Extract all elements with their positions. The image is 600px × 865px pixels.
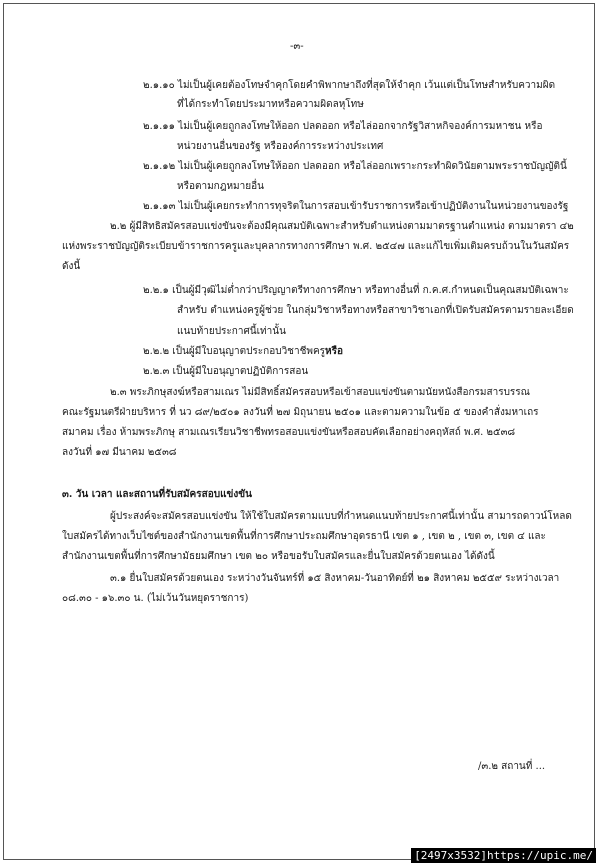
footer-watermark: [2497x3532]https://upic.me/: [411, 848, 596, 863]
item-2-2-line3: ดังนี้: [62, 261, 81, 272]
item-2-2-line1: ๒.๒ ผู้มีสิทธิสมัครสอบแข่งขันจะต้องมีคุณสมบัติเฉพาะสำหรับตำแหน่งตามมาตรฐานตำแหน่ง ตามมาตรา ๔๒: [110, 221, 574, 232]
item-2-1-10-line2: ที่ได้กระทำโดยประมาทหรือความผิดลหุโทษ: [177, 99, 364, 110]
item-2-3-line2: คณะรัฐมนตรีฝ่ายบริหาร ที่ นว ๘๙/๒๕๐๑ ลงวันที่ ๒๗ มิถุนายน ๒๕๐๑ และตามความในข้อ ๕ ของคำสั่งมหาเถร: [62, 407, 539, 418]
item-2-1-13-line1: ๒.๑.๑๓ ไม่เป็นผู้เคยกระทำการทุจริตในการสอบเข้ารับราชการหรือเข้าปฏิบัติงานในหน่วยงานของรัฐ: [143, 201, 569, 212]
item-2-2-1-line1: ๒.๒.๑ เป็นผู้มีวุฒิไม่ต่ำกว่าปริญญาตรีทางการศึกษา หรือทางอื่นที่ ก.ค.ศ.กำหนดเป็นคุณสมบัติเฉพาะ: [143, 285, 569, 296]
item-2-2-3-line: ๒.๒.๓ เป็นผู้มีใบอนุญาตปฏิบัติการสอน: [143, 366, 309, 377]
item-2-2-line2: แห่งพระราชบัญญัติระเบียบข้าราชการครูและบุคลากรทางการศึกษา พ.ศ. ๒๕๔๗ และแก้ไขเพิ่มเติมครบถ้วนในวันสมัคร: [62, 241, 570, 252]
item-2-1-12-line2: หรือตามกฎหมายอื่น: [177, 181, 264, 192]
item-3-1-line2: ๐๘.๓๐ - ๑๖.๓๐ น. (ไม่เว้นวันหยุดราชการ): [62, 593, 249, 604]
item-2-1-11-line2: หน่วยงานอื่นของรัฐ หรือองค์การระหว่างประเทศ: [177, 141, 384, 152]
section-3-para-line1: ผู้ประสงค์จะสมัครสอบแข่งขัน ให้ใช้ใบสมัครตามแบบที่กำหนดแนบท้ายประกาศนี้เท่านั้น สามารถดาวน์โหลด: [110, 511, 572, 522]
item-2-1-12-line1: ๒.๑.๑๒ ไม่เป็นผู้เคยถูกลงโทษให้ออก ปลดออก หรือไล่ออกเพราะกระทำผิดวินัยตามพระราชบัญญัตินี้: [143, 161, 567, 172]
section-3-para-line2: ใบสมัครได้ทางเว็บไซต์ของสำนักงานเขตพื้นที่การศึกษาประถมศึกษาอุดรธานี เขต ๑ , เขต ๒ , เขต ๓, เขต ๔ และ: [62, 531, 546, 542]
item-2-1-10-line1: ๒.๑.๑๐ ไม่เป็นผู้เคยต้องโทษจำคุกโดยคำพิพากษาถึงที่สุดให้จำคุก เว้นแต่เป็นโทษสำหรับความผิด: [143, 80, 556, 91]
or-bold: หรือ: [325, 346, 343, 357]
item-3-1-line1: ๓.๑ ยื่นใบสมัครด้วยตนเอง ระหว่างวันจันทร์ที่ ๑๕ สิงหาคม-วันอาทิตย์ที่ ๒๑ สิงหาคม ๒๕๕๙ ระหว่างเวลา: [110, 573, 560, 584]
item-2-2-2-line: ๒.๒.๒ เป็นผู้มีใบอนุญาตประกอบวิชาชีพครูหรือ: [143, 346, 343, 357]
item-2-2-1-line3: แนบท้ายประกาศนี้เท่านั้น: [177, 326, 286, 337]
item-2-3-line4: ลงวันที่ ๑๗ มีนาคม ๒๕๓๘: [62, 447, 177, 458]
item-2-1-11-line1: ๒.๑.๑๑ ไม่เป็นผู้เคยถูกลงโทษให้ออก ปลดออก หรือไล่ออกจากรัฐวิสาหกิจองค์การมหาชน หรือ: [143, 121, 543, 132]
item-2-3-line1: ๒.๓ พระภิกษุสงฆ์หรือสามเณร ไม่มีสิทธิ์สมัครสอบหรือเข้าสอบแข่งขันตามนัยหนังสือกรมสารบรรณ: [110, 387, 530, 398]
item-2-3-line3: สมาคม เรื่อง ห้ามพระภิกษุ สามเณรเรียนวิชาชีพทรอสอบแข่งขันหรือสอบคัดเลือกอย่างคฤหัสถ์ พ.ศ. ๒๕๓๘: [62, 427, 516, 438]
page-number: -๓-: [290, 41, 304, 52]
item-2-2-1-line2: สำหรับ ตำแหน่งครูผู้ช่วย ในกลุ่มวิชาหรือทางหรือสาขาวิชาเอกที่เปิดรับสมัครตามรายละเอียด: [177, 305, 574, 316]
continuation-note: /๓.๒ สถานที่ ...: [478, 761, 546, 772]
section-3-heading: ๓. วัน เวลา และสถานที่รับสมัครสอบแข่งขัน: [62, 489, 252, 500]
section-3-para-line3: สำนักงานเขตพื้นที่การศึกษามัธยมศึกษา เขต ๒๐ หรือขอรับใบสมัครและยื่นใบสมัครด้วยตนเอง ได้ดังนี้: [62, 551, 495, 562]
